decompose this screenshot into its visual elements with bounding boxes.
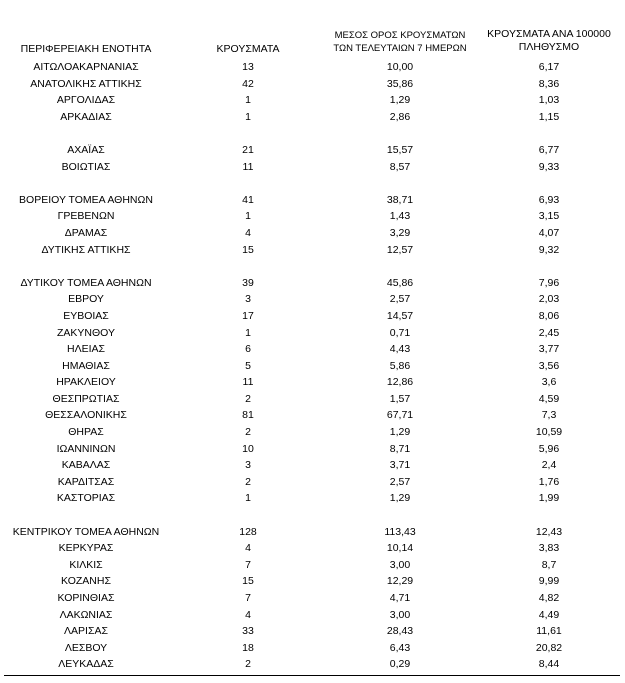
cell-per-100k: 1,99 bbox=[538, 492, 560, 505]
table-row bbox=[0, 374, 625, 391]
cell-per-100k: 3,77 bbox=[538, 343, 560, 356]
cell-region: ΔΥΤΙΚΗΣ ΑΤΤΙΚΗΣ bbox=[41, 243, 131, 256]
cell-per-100k: 4,82 bbox=[538, 592, 560, 604]
cell-cases: 3 bbox=[245, 459, 251, 472]
cell-per-100k: 9,32 bbox=[538, 243, 560, 256]
cell-7day-average: 4,43 bbox=[389, 343, 411, 356]
cell-region: ΒΟΙΩΤΙΑΣ bbox=[61, 160, 111, 173]
table-row bbox=[0, 640, 625, 657]
cell-cases: 15 bbox=[242, 575, 254, 588]
cell-cases: 21 bbox=[242, 143, 254, 156]
cell-region: ΖΑΚΥΝΘΟΥ bbox=[56, 326, 115, 339]
cell-cases: 33 bbox=[242, 625, 254, 638]
cell-cases: 1 bbox=[245, 210, 251, 223]
cell-cases: 18 bbox=[242, 641, 254, 654]
cell-cases: 7 bbox=[245, 558, 251, 571]
cell-cases: 1 bbox=[245, 326, 251, 339]
cell-7day-average: 12,57 bbox=[386, 243, 414, 256]
cell-region: ΗΡΑΚΛΕΙΟΥ bbox=[56, 376, 116, 389]
cell-cases: 7 bbox=[245, 592, 251, 604]
cell-per-100k: 1,03 bbox=[538, 94, 560, 107]
cell-per-100k: 3,6 bbox=[541, 376, 557, 389]
table-row bbox=[0, 358, 625, 375]
header-region: ΠΕΡΙΦΕΡΕΙΑΚΗ ΕΝΟΤΗΤΑ bbox=[20, 43, 152, 55]
cell-region: ΚΑΡΔΙΤΣΑΣ bbox=[57, 475, 115, 488]
cell-7day-average: 5,86 bbox=[389, 359, 411, 372]
table-row bbox=[0, 291, 625, 308]
table-row bbox=[0, 308, 625, 325]
cell-7day-average: 2,57 bbox=[389, 475, 411, 488]
table-row bbox=[0, 225, 625, 242]
cell-cases: 11 bbox=[242, 376, 254, 389]
cell-region: ΚΙΛΚΙΣ bbox=[69, 558, 103, 571]
cell-per-100k: 5,96 bbox=[538, 442, 560, 455]
table-row bbox=[0, 573, 625, 590]
cell-per-100k: 1,76 bbox=[538, 475, 560, 488]
table-row bbox=[0, 424, 625, 441]
cell-per-100k: 8,36 bbox=[538, 77, 560, 90]
cell-cases: 10 bbox=[242, 442, 254, 455]
cell-cases: 4 bbox=[245, 608, 251, 621]
cell-cases: 2 bbox=[245, 426, 251, 439]
cell-region: ΑΡΓΟΛΙΔΑΣ bbox=[56, 94, 116, 107]
cell-region: ΚΑΣΤΟΡΙΑΣ bbox=[56, 492, 116, 505]
cell-cases: 11 bbox=[242, 160, 254, 173]
table-row bbox=[0, 208, 625, 225]
cell-region: ΛΕΥΚΑΔΑΣ bbox=[58, 658, 114, 671]
cell-7day-average: 10,14 bbox=[386, 542, 414, 555]
table-row bbox=[0, 275, 625, 292]
cell-7day-average: 4,71 bbox=[389, 592, 411, 604]
cell-7day-average: 12,29 bbox=[386, 575, 414, 588]
cell-per-100k: 9,33 bbox=[538, 160, 560, 173]
header-per-100k bbox=[470, 28, 625, 54]
cell-per-100k: 6,77 bbox=[538, 143, 560, 156]
cell-7day-average: 3,71 bbox=[389, 459, 411, 472]
table-row bbox=[0, 391, 625, 408]
table-row bbox=[0, 125, 625, 142]
cell-cases: 13 bbox=[242, 61, 254, 73]
table-row bbox=[0, 159, 625, 176]
cell-7day-average: 10,00 bbox=[386, 61, 414, 73]
cell-per-100k: 4,49 bbox=[538, 608, 560, 621]
cell-cases: 42 bbox=[242, 77, 254, 90]
cell-cases: 41 bbox=[242, 193, 254, 206]
cell-7day-average: 38,71 bbox=[386, 193, 414, 206]
cell-cases: 1 bbox=[245, 110, 251, 123]
table-row bbox=[0, 325, 625, 342]
table-row bbox=[0, 590, 625, 607]
cell-region: ΓΡΕΒΕΝΩΝ bbox=[57, 210, 115, 223]
cell-cases: 4 bbox=[245, 226, 251, 239]
table-row bbox=[0, 607, 625, 624]
table-row bbox=[0, 407, 625, 424]
table-row bbox=[0, 441, 625, 458]
cell-cases: 2 bbox=[245, 392, 251, 405]
cell-7day-average: 0,71 bbox=[389, 326, 411, 339]
cell-per-100k: 7,3 bbox=[541, 409, 557, 422]
cell-per-100k: 1,15 bbox=[538, 110, 560, 123]
cell-cases: 81 bbox=[242, 409, 254, 422]
cell-7day-average: 14,57 bbox=[386, 309, 414, 322]
table-header bbox=[0, 26, 625, 56]
cell-7day-average: 113,43 bbox=[384, 525, 416, 538]
cell-7day-average: 3,00 bbox=[389, 608, 411, 621]
cell-7day-average: 1,29 bbox=[389, 426, 411, 439]
table-row bbox=[0, 490, 625, 507]
cell-per-100k: 7,96 bbox=[538, 276, 560, 289]
table-row bbox=[0, 540, 625, 557]
cell-7day-average: 8,71 bbox=[389, 442, 411, 455]
cell-region: ΒΟΡΕΙΟΥ ΤΟΜΕΑ ΑΘΗΝΩΝ bbox=[19, 193, 153, 206]
cell-cases: 39 bbox=[242, 276, 254, 289]
cell-7day-average: 67,71 bbox=[386, 409, 414, 422]
cell-cases: 128 bbox=[239, 525, 257, 538]
cell-per-100k: 8,06 bbox=[538, 309, 560, 322]
cell-7day-average: 2,57 bbox=[389, 293, 411, 306]
cell-per-100k: 8,7 bbox=[541, 558, 557, 571]
table-row bbox=[0, 557, 625, 574]
cell-cases: 17 bbox=[242, 309, 254, 322]
table-row bbox=[0, 341, 625, 358]
cell-region: ΘΗΡΑΣ bbox=[68, 426, 104, 439]
table-row bbox=[0, 175, 625, 192]
cell-region: ΔΥΤΙΚΟΥ ΤΟΜΕΑ ΑΘΗΝΩΝ bbox=[20, 276, 152, 289]
header-7day-average bbox=[318, 29, 482, 55]
header-avg-line2: ΤΩΝ ΤΕΛΕΥΤΑΙΩΝ 7 ΗΜΕΡΩΝ bbox=[333, 43, 467, 54]
cell-cases: 1 bbox=[245, 492, 251, 505]
cell-per-100k: 12,43 bbox=[535, 525, 563, 538]
cell-per-100k: 6,17 bbox=[538, 61, 560, 73]
table-row bbox=[0, 474, 625, 491]
cell-7day-average: 35,86 bbox=[386, 77, 414, 90]
cell-region: ΚΕΡΚΥΡΑΣ bbox=[58, 542, 114, 555]
cell-region: ΗΜΑΘΙΑΣ bbox=[62, 359, 110, 372]
table-row bbox=[0, 507, 625, 524]
cell-per-100k: 4,59 bbox=[538, 392, 560, 405]
table-row bbox=[0, 142, 625, 159]
cell-7day-average: 28,43 bbox=[386, 625, 414, 638]
cell-7day-average: 6,43 bbox=[389, 641, 411, 654]
cell-per-100k: 20,82 bbox=[535, 641, 563, 654]
table-body bbox=[0, 59, 625, 673]
cell-cases: 1 bbox=[245, 94, 251, 107]
cell-region: ΛΑΡΙΣΑΣ bbox=[64, 625, 108, 638]
cell-region: ΑΡΚΑΔΙΑΣ bbox=[60, 110, 112, 123]
table-row bbox=[0, 524, 625, 541]
cell-per-100k: 2,45 bbox=[538, 326, 560, 339]
cell-cases: 15 bbox=[242, 243, 254, 256]
cell-7day-average: 8,57 bbox=[389, 160, 411, 173]
header-avg-line1: ΜΕΣΟΣ ΟΡΟΣ ΚΡΟΥΣΜΑΤΩΝ bbox=[334, 30, 466, 41]
cell-region: ΚΟΡΙΝΘΙΑΣ bbox=[57, 592, 115, 604]
cell-region: ΚΟΖΑΝΗΣ bbox=[61, 575, 111, 588]
cell-region: ΘΕΣΠΡΩΤΙΑΣ bbox=[52, 392, 120, 405]
cell-per-100k: 11,61 bbox=[536, 625, 562, 638]
table-row bbox=[0, 192, 625, 209]
cell-cases: 2 bbox=[245, 475, 251, 488]
table-bottom-rule bbox=[4, 675, 620, 676]
cell-cases: 2 bbox=[245, 658, 251, 671]
cell-cases: 4 bbox=[245, 542, 251, 555]
table-row bbox=[0, 92, 625, 109]
cell-region: ΑΝΑΤΟΛΙΚΗΣ ΑΤΤΙΚΗΣ bbox=[30, 77, 142, 90]
cell-cases: 3 bbox=[245, 293, 251, 306]
cell-7day-average: 3,29 bbox=[389, 226, 411, 239]
cell-cases: 5 bbox=[245, 359, 251, 372]
cell-per-100k: 2,4 bbox=[541, 459, 557, 472]
table-row bbox=[0, 656, 625, 673]
cell-cases: 6 bbox=[245, 343, 251, 356]
cell-region: ΕΒΡΟΥ bbox=[68, 293, 104, 306]
cell-per-100k: 6,93 bbox=[538, 193, 560, 206]
table-row bbox=[0, 623, 625, 640]
cell-per-100k: 4,07 bbox=[538, 226, 560, 239]
table-row bbox=[0, 76, 625, 93]
cell-7day-average: 1,29 bbox=[389, 492, 411, 505]
cell-region: ΚΑΒΑΛΑΣ bbox=[61, 459, 111, 472]
table-row bbox=[0, 109, 625, 126]
cell-per-100k: 8,44 bbox=[538, 658, 560, 671]
cell-per-100k: 3,56 bbox=[538, 359, 560, 372]
cell-per-100k: 10,59 bbox=[535, 426, 563, 439]
cell-7day-average: 3,00 bbox=[389, 558, 411, 571]
cell-per-100k: 3,83 bbox=[538, 542, 560, 555]
cell-region: ΕΥΒΟΙΑΣ bbox=[63, 309, 109, 322]
cell-7day-average: 15,57 bbox=[386, 143, 414, 156]
cell-region: ΘΕΣΣΑΛΟΝΙΚΗΣ bbox=[45, 409, 127, 422]
table-row bbox=[0, 242, 625, 259]
cell-per-100k: 2,03 bbox=[538, 293, 560, 306]
cell-region: ΗΛΕΙΑΣ bbox=[66, 343, 105, 356]
cell-region: ΙΩΑΝΝΙΝΩΝ bbox=[56, 442, 116, 455]
table-row bbox=[0, 59, 625, 76]
cell-region: ΑΙΤΩΛΟΑΚΑΡΝΑΝΙΑΣ bbox=[33, 61, 139, 73]
cell-region: ΛΑΚΩΝΙΑΣ bbox=[59, 608, 113, 621]
cell-7day-average: 45,86 bbox=[386, 276, 414, 289]
cell-region: ΑΧΑΪΑΣ bbox=[67, 143, 105, 156]
cell-7day-average: 1,43 bbox=[389, 210, 411, 223]
cell-per-100k: 9,99 bbox=[538, 575, 560, 588]
cell-region: ΚΕΝΤΡΙΚΟΥ ΤΟΜΕΑ ΑΘΗΝΩΝ bbox=[12, 525, 160, 538]
header-cases: ΚΡΟΥΣΜΑΤΑ bbox=[216, 43, 280, 55]
cell-7day-average: 1,57 bbox=[389, 392, 411, 405]
header-per-line1: ΚΡΟΥΣΜΑΤΑ ΑΝΑ 100000 bbox=[487, 28, 611, 40]
cell-region: ΔΡΑΜΑΣ bbox=[64, 226, 108, 239]
cell-per-100k: 3,15 bbox=[538, 210, 560, 223]
cell-7day-average: 0,29 bbox=[389, 658, 411, 671]
cell-7day-average: 12,86 bbox=[386, 376, 414, 389]
header-per-line2: ΠΛΗΘΥΣΜΟ bbox=[518, 41, 580, 53]
cell-7day-average: 2,86 bbox=[389, 110, 411, 123]
table-row bbox=[0, 258, 625, 275]
cell-region: ΛΕΣΒΟΥ bbox=[64, 641, 108, 654]
table-row bbox=[0, 457, 625, 474]
cell-7day-average: 1,29 bbox=[389, 94, 411, 107]
